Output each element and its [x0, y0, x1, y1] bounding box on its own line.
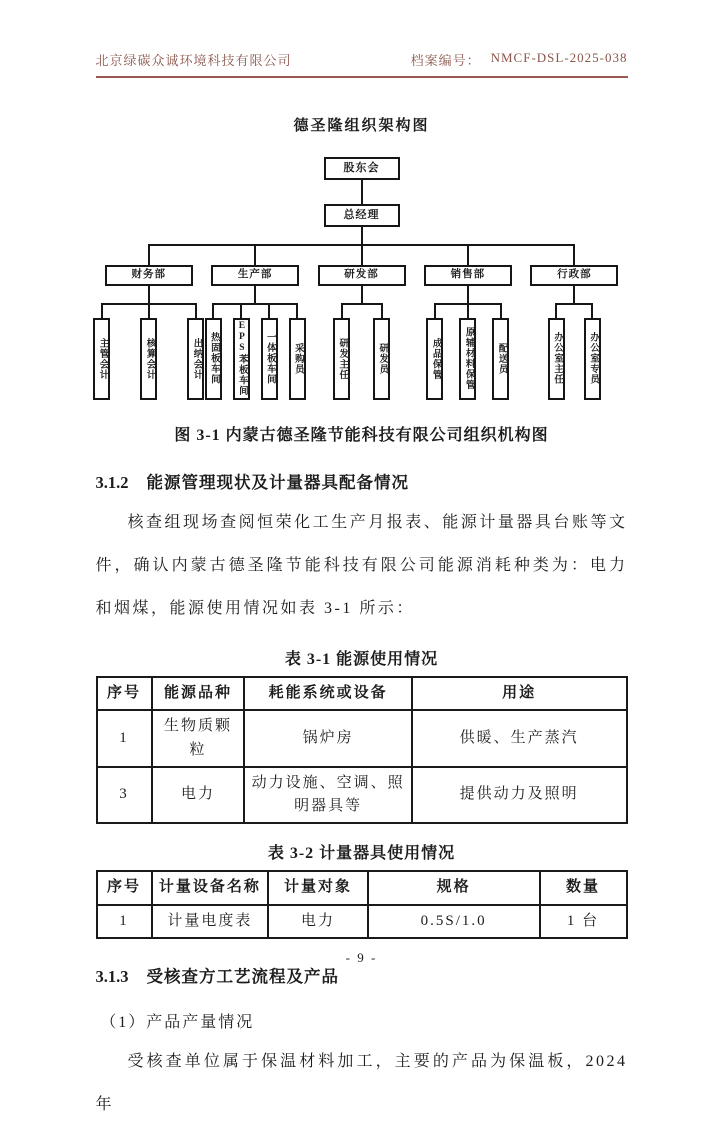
org-children-row — [322, 303, 402, 400]
column-header: 用途 — [412, 677, 627, 710]
connector-line — [101, 303, 103, 318]
column-header: 规格 — [368, 871, 540, 904]
connector-line — [591, 303, 593, 318]
connector-line — [148, 244, 150, 265]
org-node-staff: 研发员 — [373, 318, 390, 400]
connector-line — [381, 303, 383, 318]
org-node-dept: 行政部 — [530, 265, 618, 286]
page-number: - 9 - — [345, 950, 378, 965]
org-child-col — [574, 318, 610, 400]
table-cell: 计量电度表 — [152, 905, 269, 938]
section-number: 3.1.3 — [95, 966, 129, 986]
org-node-staff: 采购员 — [289, 318, 306, 400]
org-child-col — [255, 318, 283, 400]
org-child-col — [322, 318, 362, 400]
org-chart — [96, 157, 628, 400]
org-node-general-manager: 总经理 — [324, 204, 400, 227]
table-header-row — [97, 677, 627, 710]
column-header: 能源品种 — [152, 677, 245, 710]
table-header-row — [97, 871, 627, 904]
table-3-1-caption: 表 3-1 能源使用情况 — [284, 651, 439, 669]
column-header: 序号 — [97, 677, 152, 710]
column-header: 数量 — [540, 871, 627, 904]
table-row — [97, 710, 627, 767]
org-child-col — [451, 318, 484, 400]
section-title: 受核查方工艺流程及产品 — [146, 966, 339, 986]
org-node-staff: 原辅材料保管 — [459, 318, 476, 400]
section-heading-3-1-2 — [96, 469, 628, 493]
column-header: 序号 — [97, 871, 152, 904]
org-children-row — [418, 303, 517, 400]
org-dept-rnd — [308, 265, 414, 400]
connector-line — [212, 303, 214, 318]
connector-line — [254, 244, 256, 265]
connector-line — [268, 303, 270, 318]
section-heading-3-1-3 — [96, 963, 628, 987]
org-chart-title: 德圣隆组织架构图 — [293, 118, 430, 134]
connector-line — [195, 303, 197, 318]
connector-line — [573, 286, 575, 303]
connector-line — [361, 180, 363, 204]
connector-line — [555, 303, 557, 318]
org-child-col — [362, 318, 402, 400]
connector-line — [434, 303, 436, 318]
org-child-col — [283, 318, 311, 400]
table-cell: 0.5S/1.0 — [368, 905, 540, 938]
table-cell: 1 — [97, 905, 152, 938]
org-child-col — [484, 318, 517, 400]
org-node-staff: 出纳会计 — [187, 318, 204, 400]
org-child-col — [227, 318, 255, 400]
org-node-staff: 配送员 — [492, 318, 509, 400]
org-node-dept: 研发部 — [318, 265, 406, 286]
connector-line — [467, 286, 469, 303]
org-children-row — [78, 303, 219, 400]
org-child-col — [199, 318, 227, 400]
company-name: 北京绿碳众诚环境科技有限公司 — [95, 53, 292, 68]
org-children-row — [199, 303, 311, 400]
table-cell: 电力 — [152, 767, 245, 824]
column-header: 耗能系统或设备 — [244, 677, 411, 710]
table-row — [97, 905, 627, 938]
table-cell: 1 台 — [540, 905, 627, 938]
org-dept-finance — [96, 265, 202, 400]
column-header: 计量设备名称 — [152, 871, 269, 904]
org-node-staff: 研发主任 — [333, 318, 350, 400]
org-node-dept: 生产部 — [211, 265, 299, 286]
page-header — [96, 0, 628, 78]
org-node-dept: 财务部 — [105, 265, 193, 286]
table-cell: 生物质颗粒 — [152, 710, 245, 767]
figure-3-1-caption: 图 3-1 内蒙古德圣隆节能科技有限公司组织机构图 — [174, 426, 549, 444]
connector-line — [467, 244, 469, 265]
org-node-staff: 成品保管 — [426, 318, 443, 400]
org-node-staff: 办公室主任 — [548, 318, 565, 400]
section-number: 3.1.2 — [95, 472, 129, 492]
connector-line — [148, 286, 150, 303]
table-cell: 3 — [97, 767, 152, 824]
archive-number-group — [411, 50, 628, 69]
org-node-staff: 办公室专员 — [584, 318, 601, 400]
connector-line — [361, 227, 363, 244]
org-node-staff: 核算会计 — [140, 318, 157, 400]
table-cell: 供暖、生产蒸汽 — [412, 710, 627, 767]
table-3-1 — [96, 676, 628, 824]
sub-item-product-output: （1）产品产量情况 — [100, 1013, 255, 1031]
connector-line — [240, 303, 242, 318]
org-node-staff: EPS苯板车间 — [233, 318, 250, 400]
table-3-2-caption: 表 3-2 计量器具使用情况 — [267, 845, 456, 863]
org-node-dept: 销售部 — [424, 265, 512, 286]
table-cell: 动力设施、空调、照明器具等 — [244, 767, 411, 824]
org-dept-sales — [415, 265, 521, 400]
connector-line — [500, 303, 502, 318]
org-child-col — [538, 318, 574, 400]
archive-label: 档案编号： — [410, 53, 481, 68]
table-cell: 电力 — [268, 905, 368, 938]
connector-line — [467, 303, 469, 318]
column-header: 计量对象 — [268, 871, 368, 904]
connector-line — [361, 286, 363, 303]
table-cell: 提供动力及照明 — [412, 767, 627, 824]
paragraph-product-output: 受核查单位属于保温材料加工，主要的产品为保温板，2024 年 — [95, 1052, 628, 1113]
table-cell: 锅炉房 — [244, 710, 411, 767]
connector-line — [573, 244, 575, 265]
org-departments-row — [96, 244, 628, 400]
org-child-col — [78, 318, 125, 400]
connector-line — [361, 244, 363, 265]
archive-number: NMCF-DSL-2025-038 — [490, 50, 628, 65]
connector-line — [341, 303, 343, 318]
org-node-staff: 主管会计 — [93, 318, 110, 400]
connector-line — [296, 303, 298, 318]
section-title: 能源管理现状及计量器具配备情况 — [146, 472, 409, 492]
table-cell: 1 — [97, 710, 152, 767]
org-child-col — [125, 318, 172, 400]
connector-line — [254, 286, 256, 303]
table-3-2 — [96, 870, 628, 939]
org-dept-production — [202, 265, 308, 400]
org-children-row — [538, 303, 610, 400]
org-node-staff: 热固板车间 — [205, 318, 222, 400]
org-node-shareholders: 股东会 — [324, 157, 400, 180]
paragraph-energy-overview: 核查组现场查阅恒荣化工生产月报表、能源计量器具台账等文件，确认内蒙古德圣隆节能科技有限公司能源消耗种类为：电力和烟煤，能源使用情况如表 3-1 所示： — [95, 513, 628, 617]
org-node-staff: 一体板车间 — [261, 318, 278, 400]
org-child-col — [418, 318, 451, 400]
table-row — [97, 767, 627, 824]
org-dept-admin — [521, 265, 627, 400]
connector-line — [148, 303, 150, 318]
